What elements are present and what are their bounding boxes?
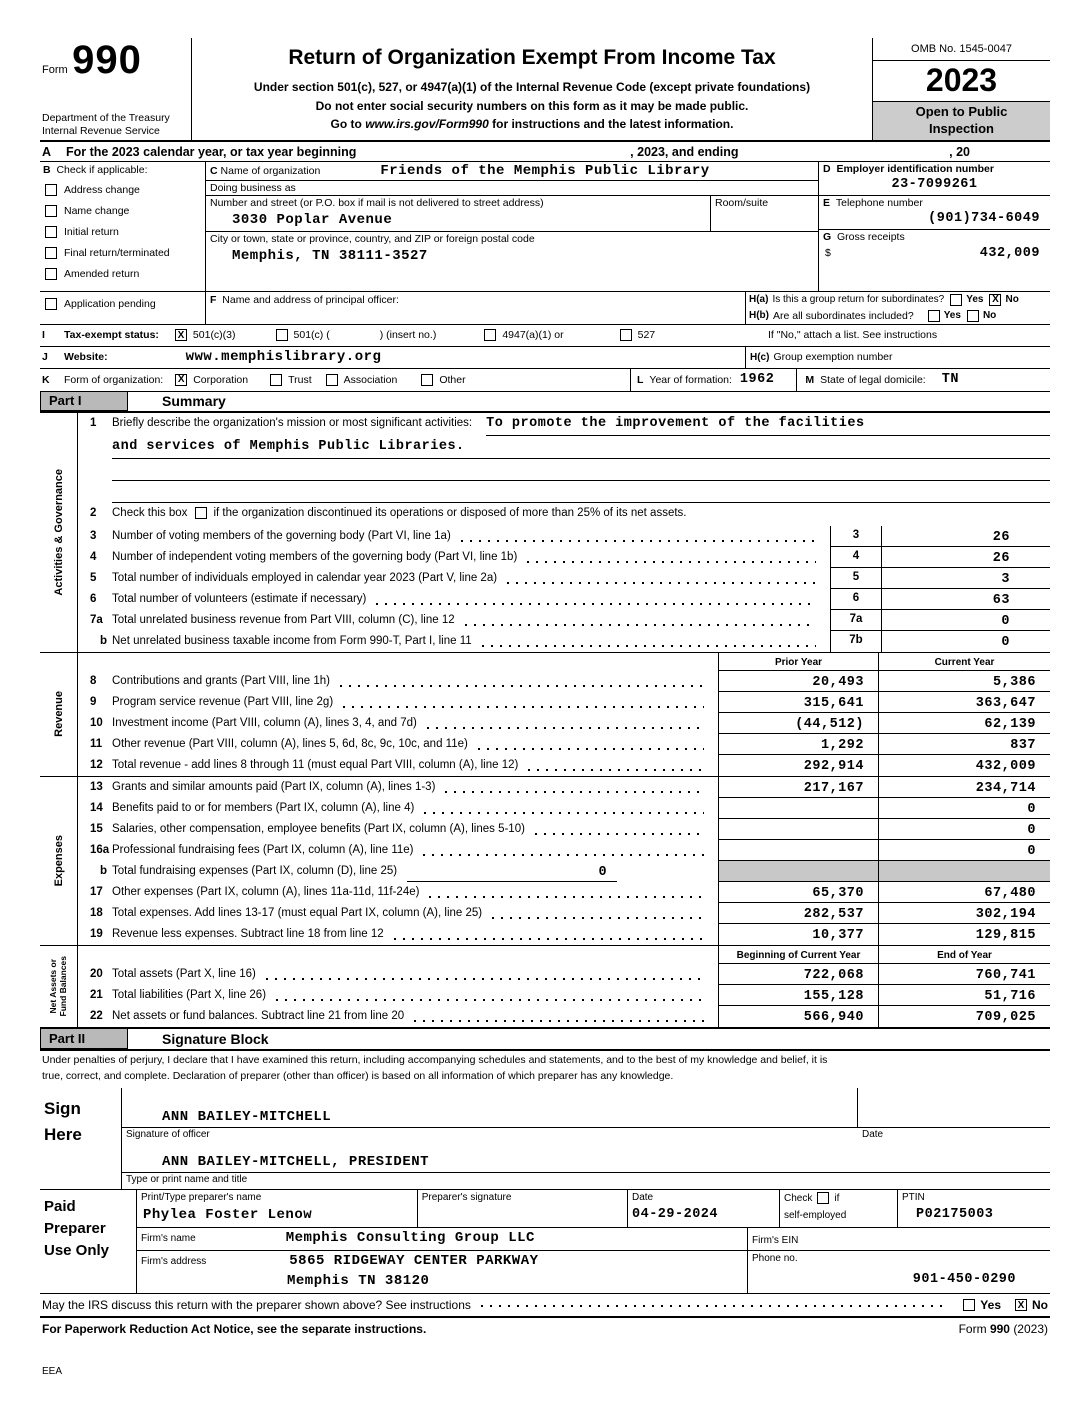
ptin-cell: PTIN P02175003 xyxy=(898,1190,1050,1227)
line3-value: 26 xyxy=(882,526,1050,547)
principal-officer-label: Name and address of principal officer: xyxy=(222,293,399,306)
dba-label: Doing business as xyxy=(210,181,296,194)
gross-receipts-value: 432,009 xyxy=(979,245,1040,261)
room-suite-label: Room/suite xyxy=(715,196,769,209)
line5-value: 3 xyxy=(882,568,1050,589)
revenue-section xyxy=(40,653,1050,777)
domicile-label: State of legal domicile: xyxy=(820,373,926,386)
501c3-checkbox[interactable]: X xyxy=(175,329,187,341)
ha-no-checkbox[interactable]: X xyxy=(989,294,1001,306)
line15-row: 15 Salaries, other compensation, employee benefits (Part IX, column (A), lines 5-10) 0 xyxy=(78,819,1050,840)
col-prior-year: Prior Year xyxy=(718,653,878,671)
line16a-row: 16a Professional fundraising fees (Part IX, column (A), line 11e) 0 xyxy=(78,840,1050,861)
irs-discuss-row: May the IRS discuss this return with the preparer shown above? See instructions Yes X No xyxy=(40,1294,1050,1318)
line18-row: 18 Total expenses. Add lines 13-17 (must equal Part IX, column (A), line 25) 282,537 302,194 xyxy=(78,903,1050,924)
preparer-name-value: Phylea Foster Lenow xyxy=(143,1207,313,1224)
part1-bar xyxy=(40,391,1050,413)
address-change-checkbox[interactable] xyxy=(45,184,57,196)
org-name-row: C Name of organization Friends of the Memphis Public Library xyxy=(206,162,818,181)
open-to-public-badge: Open to Public Inspection xyxy=(873,102,1050,140)
501c-label: 501(c) ( xyxy=(293,329,330,342)
officer-h-band xyxy=(40,291,1050,325)
line16b-row: b Total fundraising expenses (Part IX, column (D), line 25) 0 xyxy=(78,861,1050,882)
row-j-website: J Website: www.memphislibrary.org H(c) Group exemption number xyxy=(40,347,1050,369)
line21-row: 21 Total liabilities (Part X, line 26) 155,128 51,716 xyxy=(78,985,1050,1006)
formation-domicile-cell: L Year of formation: 1962 M State of legal domicile: TN xyxy=(630,369,1050,391)
dba-row xyxy=(206,181,818,196)
name-change-label: Name change xyxy=(64,204,130,217)
form-number: 990 xyxy=(72,38,142,82)
org-name-label: Name of organization xyxy=(220,164,321,177)
hb-yes-checkbox[interactable] xyxy=(928,310,940,322)
line13-row: 13 Grants and similar amounts paid (Part IX, column (A), lines 1-3) 217,167 234,714 xyxy=(78,777,1050,798)
ptin-value: P02175003 xyxy=(916,1207,994,1223)
irs-discuss-label: May the IRS discuss this return with the preparer shown above? See instructions xyxy=(42,1298,471,1313)
preparer-phone-value: 901-450-0290 xyxy=(912,1272,1016,1288)
hb-letter: H(b) xyxy=(749,310,769,322)
self-employed-checkbox[interactable] xyxy=(817,1192,829,1204)
sign-here-label: Sign Here xyxy=(40,1088,122,1189)
line20-row: 20 Total assets (Part X, line 16) 722,068 760,741 xyxy=(78,964,1050,985)
form-subtitle2: Do not enter social security numbers on this form as it may be made public. xyxy=(315,98,749,113)
ein-phone-gross-block: D Employer identification number 23-7099261 E Telephone number (901)734-6049 G Gross receipts $ 432,009 xyxy=(818,162,1050,291)
sidebar-net-assets: Net Assets or Fund Balances xyxy=(47,956,68,1017)
phone-label: Telephone number xyxy=(835,196,923,209)
row-k-org-form: K Form of organization: X Corporation Trust Association Other L Year of formation: 1962 M State of legal domicile: TN xyxy=(40,369,1050,391)
firm-address-line2: Memphis TN 38120 xyxy=(287,1273,430,1290)
preparer-date-value: 04-29-2024 xyxy=(632,1207,719,1223)
hb-label: Are all subordinates included? xyxy=(773,309,914,322)
form-990-page xyxy=(40,0,1050,1377)
col-end-year: End of Year xyxy=(878,946,1050,964)
part2-bar xyxy=(40,1029,1050,1051)
form-subtitle3: Go to www.irs.gov/Form990 for instructions and the latest information. xyxy=(330,117,734,132)
ha-letter: H(a) xyxy=(749,294,769,306)
trust-label: Trust xyxy=(288,373,312,386)
line22-row: 22 Net assets or fund balances. Subtract line 21 from line 20 566,940 709,025 xyxy=(78,1006,1050,1027)
association-label: Association xyxy=(343,373,398,386)
line12-row: 12 Total revenue - add lines 8 through 11 (must equal Part VIII, column (A), line 12) 292,914 432,009 xyxy=(78,755,1050,776)
form-title-block xyxy=(192,38,872,140)
city-row xyxy=(206,232,818,267)
line2-pre: Check this box xyxy=(112,506,188,519)
final-return-checkbox[interactable] xyxy=(45,247,57,259)
form-subtitle1: Under section 501(c), 527, or 4947(a)(1) of the Internal Revenue Code (except private foundations) xyxy=(253,80,811,94)
room-suite-cell xyxy=(710,196,818,231)
line5-row: 5 Total number of individuals employed in calendar year 2023 (Part V, line 2a) 5 3 xyxy=(78,568,1050,589)
527-checkbox[interactable] xyxy=(620,329,632,341)
name-change-checkbox[interactable] xyxy=(45,205,57,217)
firm-address-line1: 5865 RIDGEWAY CENTER PARKWAY xyxy=(289,1253,539,1270)
domicile-value: TN xyxy=(941,372,959,388)
ha-yes-checkbox[interactable] xyxy=(950,294,962,306)
principal-officer-cell: F Name and address of principal officer: xyxy=(210,293,399,306)
firm-ein-cell: Firm's EIN xyxy=(752,1235,799,1247)
row-a-letter: A xyxy=(42,144,52,159)
initial-return-label: Initial return xyxy=(64,225,119,238)
discuss-no-checkbox[interactable]: X xyxy=(1015,1299,1027,1311)
final-return-label: Final return/terminated xyxy=(64,246,170,259)
hc-cell: H(c) Group exemption number xyxy=(745,347,1050,368)
row-a-20: , 20 xyxy=(949,144,970,159)
year-of-formation-label: Year of formation: xyxy=(649,373,732,386)
501c-checkbox[interactable] xyxy=(276,329,288,341)
officer-signature: ANN BAILEY-MITCHELL xyxy=(162,1109,332,1126)
year-of-formation-value: 1962 xyxy=(739,372,775,388)
part2-label: Part II xyxy=(40,1029,128,1049)
hc-label: Group exemption number xyxy=(773,351,893,364)
website-value: www.memphislibrary.org xyxy=(185,349,382,366)
org-name-address-block xyxy=(206,162,818,291)
phone-cell: Phone no. 901-450-0290 xyxy=(752,1253,1016,1288)
tax-exempt-label: Tax-exempt status: xyxy=(64,329,159,342)
h-block: H(a) Is this a group return for subordinates? Yes X No H(b) Are all subordinates included? Yes No xyxy=(745,292,1050,324)
corporation-label: Corporation xyxy=(193,373,249,386)
application-pending-checkbox[interactable] xyxy=(45,298,57,310)
net-assets-section xyxy=(40,946,1050,1029)
4947-label: 4947(a)(1) or xyxy=(502,329,564,342)
line6-value: 63 xyxy=(882,589,1050,610)
firm-name-value: Memphis Consulting Group LLC xyxy=(285,1230,535,1247)
expenses-section xyxy=(40,777,1050,946)
date-label: Date xyxy=(862,1129,884,1141)
gross-receipts-label: Gross receipts xyxy=(837,230,905,243)
trust-checkbox[interactable] xyxy=(270,374,282,386)
form-title: Return of Organization Exempt From Income Tax xyxy=(288,46,776,69)
mission-value-2: and services of Memphis Public Libraries. xyxy=(112,436,1050,459)
check-if-applicable-block xyxy=(40,162,206,291)
type-print-label: Type or print name and title xyxy=(126,1174,248,1186)
line7a-row: 7a Total unrelated business revenue from Part VIII, column (C), line 12 7a 0 xyxy=(78,610,1050,631)
sidebar-revenue: Revenue xyxy=(52,691,65,738)
row-a-tax-year xyxy=(40,142,1050,162)
association-checkbox[interactable] xyxy=(326,374,338,386)
part1-label: Part I xyxy=(40,392,128,411)
form-footer-id: Form 990 (2023) xyxy=(958,1322,1048,1337)
line2-post: if the organization discontinued its operations or disposed of more than 25% of its net assets. xyxy=(213,506,687,519)
paid-preparer-block xyxy=(40,1190,1050,1294)
corporation-checkbox[interactable]: X xyxy=(175,374,187,386)
discuss-yes-checkbox[interactable] xyxy=(963,1299,975,1311)
line4-value: 26 xyxy=(882,547,1050,568)
firm-name-cell: Firm's name Memphis Consulting Group LLC xyxy=(137,1228,748,1250)
sidebar-governance: Activities & Governance xyxy=(52,469,65,596)
insert-no-label: ) (insert no.) xyxy=(379,329,437,342)
h-note: If "No," attach a list. See instructions xyxy=(768,329,938,342)
address-change-label: Address change xyxy=(64,183,140,196)
line7b-row: b Net unrelated business taxable income from Form 990-T, Part I, line 11 7b 0 xyxy=(78,631,1050,652)
tax-year: 2023 xyxy=(873,61,1050,102)
form-header xyxy=(40,38,1050,142)
b-letter: B xyxy=(43,163,51,176)
line10-row: 10 Investment income (Part VIII, column (A), lines 3, 4, and 7d) (44,512) 62,139 xyxy=(78,713,1050,734)
line6-row: 6 Total number of volunteers (estimate if necessary) 6 63 xyxy=(78,589,1050,610)
paid-preparer-label: Paid Preparer Use Only xyxy=(40,1190,137,1293)
form-of-org-label: Form of organization: xyxy=(64,373,164,386)
website-label: Website: xyxy=(64,351,108,364)
paperwork-notice: For Paperwork Reduction Act Notice, see the separate instructions. xyxy=(42,1322,427,1337)
other-checkbox[interactable] xyxy=(421,374,433,386)
irs-url: www.irs.gov/Form990 xyxy=(365,117,489,132)
527-label: 527 xyxy=(637,329,656,342)
preparer-date-cell: Date 04-29-2024 xyxy=(628,1190,780,1227)
4947-checkbox[interactable] xyxy=(484,329,496,341)
self-employed-cell: Check if self-employed xyxy=(780,1190,898,1227)
amended-return-checkbox[interactable] xyxy=(45,268,57,280)
col-beginning-year: Beginning of Current Year xyxy=(718,946,878,964)
perjury-statement: Under penalties of perjury, I declare that I have examined this return, including accompanying schedules and statements, and to the best of my knowledge and belief, it is true, correct, and complete. Declaration of preparer (other than officer) is based on all information of which preparer has any knowledge. xyxy=(42,1053,828,1082)
line2-row: 2 Check this box if the organization discontinued its operations or disposed of more than 25% of its net assets. xyxy=(78,503,1050,526)
row-i-tax-exempt: I Tax-exempt status: X 501(c)(3) 501(c) ( ) (insert no.) 4947(a)(1) or 527 If "No," attach a list. See instructions xyxy=(40,325,1050,347)
line7b-value: 0 xyxy=(1001,634,1010,650)
line17-row: 17 Other expenses (Part IX, column (A), lines 11a-11d, 11f-24e) 65,370 67,480 xyxy=(78,882,1050,903)
part1-title: Summary xyxy=(162,393,226,410)
org-name-value: Friends of the Memphis Public Library xyxy=(380,162,710,179)
501c3-label: 501(c)(3) xyxy=(192,329,236,342)
sidebar-expenses: Expenses xyxy=(52,835,65,887)
line4-row: 4 Number of independent voting members of the governing body (Part VI, line 1b) 4 26 xyxy=(78,547,1050,568)
eea-label: EEA xyxy=(42,1366,63,1378)
city-label: City or town, state or province, country, and ZIP or foreign postal code xyxy=(210,232,535,245)
firm-address-cell: Firm's address 5865 RIDGEWAY CENTER PARKWAY Memphis TN 38120 xyxy=(137,1251,748,1293)
preparer-name-cell: Print/Type preparer's name Phylea Foster Lenow xyxy=(137,1190,418,1227)
row-a-label: For the 2023 calendar year, or tax year beginning xyxy=(66,144,357,159)
line8-row: 8 Contributions and grants (Part VIII, line 1h) 20,493 5,386 xyxy=(78,671,1050,692)
check-if-applicable-label: Check if applicable: xyxy=(56,163,148,176)
mission-value-1: To promote the improvement of the facilities xyxy=(486,413,1050,436)
form-word: Form xyxy=(42,64,68,76)
hb-no-checkbox[interactable] xyxy=(967,310,979,322)
discontinued-checkbox[interactable] xyxy=(195,507,207,519)
form-number-block xyxy=(40,38,192,140)
omb-number: OMB No. 1545-0047 xyxy=(873,38,1050,61)
dollar-sign: $ xyxy=(825,246,831,259)
street-value: 3030 Poplar Avenue xyxy=(232,211,393,228)
application-pending-label: Application pending xyxy=(64,297,156,310)
omb-block xyxy=(872,38,1050,140)
ein-label: Employer identification number xyxy=(836,162,994,175)
officer-name-title: ANN BAILEY-MITCHELL, PRESIDENT xyxy=(162,1154,430,1171)
mission-label: Briefly describe the organization's mission or most significant activities: xyxy=(112,416,473,429)
line3-row: 3 Number of voting members of the governing body (Part VI, line 1a) 3 26 xyxy=(78,526,1050,547)
line9-row: 9 Program service revenue (Part VIII, line 2g) 315,641 363,647 xyxy=(78,692,1050,713)
preparer-signature-cell: Preparer's signature xyxy=(418,1190,628,1227)
dept-line1: Department of the Treasury xyxy=(42,111,170,124)
application-pending-cell xyxy=(40,292,206,324)
amended-return-label: Amended return xyxy=(64,267,140,280)
other-label: Other xyxy=(439,373,466,386)
ein-value: 23-7099261 xyxy=(891,176,978,192)
street-row xyxy=(206,196,818,232)
paperwork-row xyxy=(40,1318,1050,1340)
line16b-value: 0 xyxy=(407,861,617,882)
part2-title: Signature Block xyxy=(162,1030,269,1047)
governance-section: Activities & Governance 1 Briefly describe the organization's mission or most significant activities: To promote the improvement of the facilities and services of Memphis Public Libraries. 2 Check this box if the organization discontinued its operations or disposed of more than 25% of its net assets. 3 Number of voting members of the governing body (Part VI, line 1a) 3 26 4 Number of independent voting members of the governing body (Part VI, line 1b) 4 26 5 Total number of individuals employed in calendar year 2023 (Part V, line 2a) 5 3 6 Total number of volunteers (estimate if necessary) 6 63 7a Total unrelated business revenue from Part VIII, column (C), line 12 7a 0 b Net unrelated business taxable income from Form 990-T, Part I, line 11 7b 0 xyxy=(40,413,1050,653)
line19-row: 19 Revenue less expenses. Subtract line 18 from line 12 10,377 129,815 xyxy=(78,924,1050,945)
city-value: Memphis, TN 38111-3527 xyxy=(232,247,428,264)
ha-label: Is this a group return for subordinates? xyxy=(772,294,945,306)
initial-return-checkbox[interactable] xyxy=(45,226,57,238)
signature-of-officer-label: Signature of officer xyxy=(126,1129,210,1141)
line14-row: 14 Benefits paid to or for members (Part IX, column (A), line 4) 0 xyxy=(78,798,1050,819)
org-info-band xyxy=(40,162,1050,291)
col-current-year: Current Year xyxy=(878,653,1050,671)
street-label: Number and street (or P.O. box if mail is not delivered to street address) xyxy=(210,196,544,209)
dept-line2: Internal Revenue Service xyxy=(42,124,160,137)
sign-here-block xyxy=(40,1088,1050,1190)
phone-value: (901)734-6049 xyxy=(928,210,1040,226)
line7a-value: 0 xyxy=(882,610,1050,631)
line11-row: 11 Other revenue (Part VIII, column (A), lines 5, 6d, 8c, 9c, 10c, and 11e) 1,292 837 xyxy=(78,734,1050,755)
row-a-ending: , 2023, and ending xyxy=(630,144,739,159)
